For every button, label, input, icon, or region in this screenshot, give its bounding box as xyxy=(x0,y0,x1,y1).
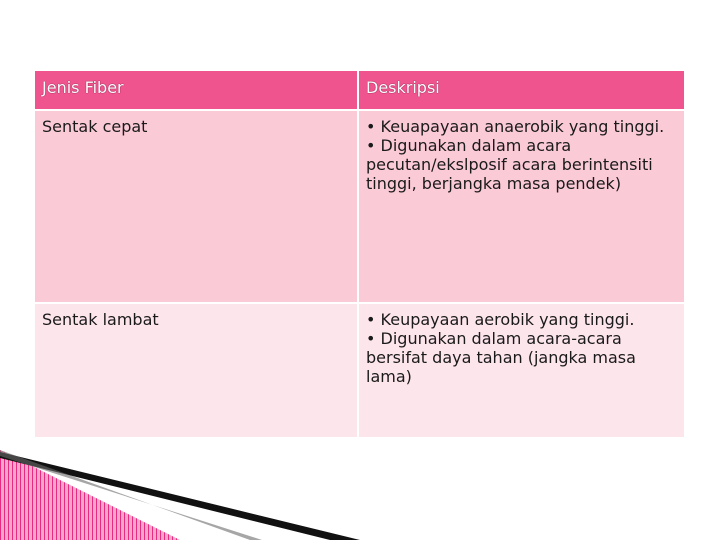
description-bullet: • Keuapayaan anaerobik yang tinggi. xyxy=(366,117,665,136)
slide-corner-decoration xyxy=(0,450,720,540)
fiber-description-cell xyxy=(359,111,684,304)
description-bullet: • Digunakan dalam acara-acara bersifat daya tahan (jangka masa lama) xyxy=(366,329,636,386)
header-deskripsi: Deskripsi xyxy=(359,71,684,111)
fiber-table xyxy=(35,71,684,437)
header-jenis-fiber: Jenis Fiber xyxy=(35,71,359,111)
fiber-description-cell xyxy=(359,304,684,437)
fiber-type-cell: Sentak lambat xyxy=(35,304,359,437)
table-row xyxy=(35,304,684,437)
description-bullet: • Keupayaan aerobik yang tinggi. xyxy=(366,310,635,329)
fiber-type-cell: Sentak cepat xyxy=(35,111,359,304)
table-row xyxy=(35,111,684,304)
description-bullet: • Digunakan dalam acara pecutan/ekslposif acara berintensiti tinggi, berjangka masa pendek) xyxy=(366,136,653,193)
table-header-row xyxy=(35,71,684,111)
